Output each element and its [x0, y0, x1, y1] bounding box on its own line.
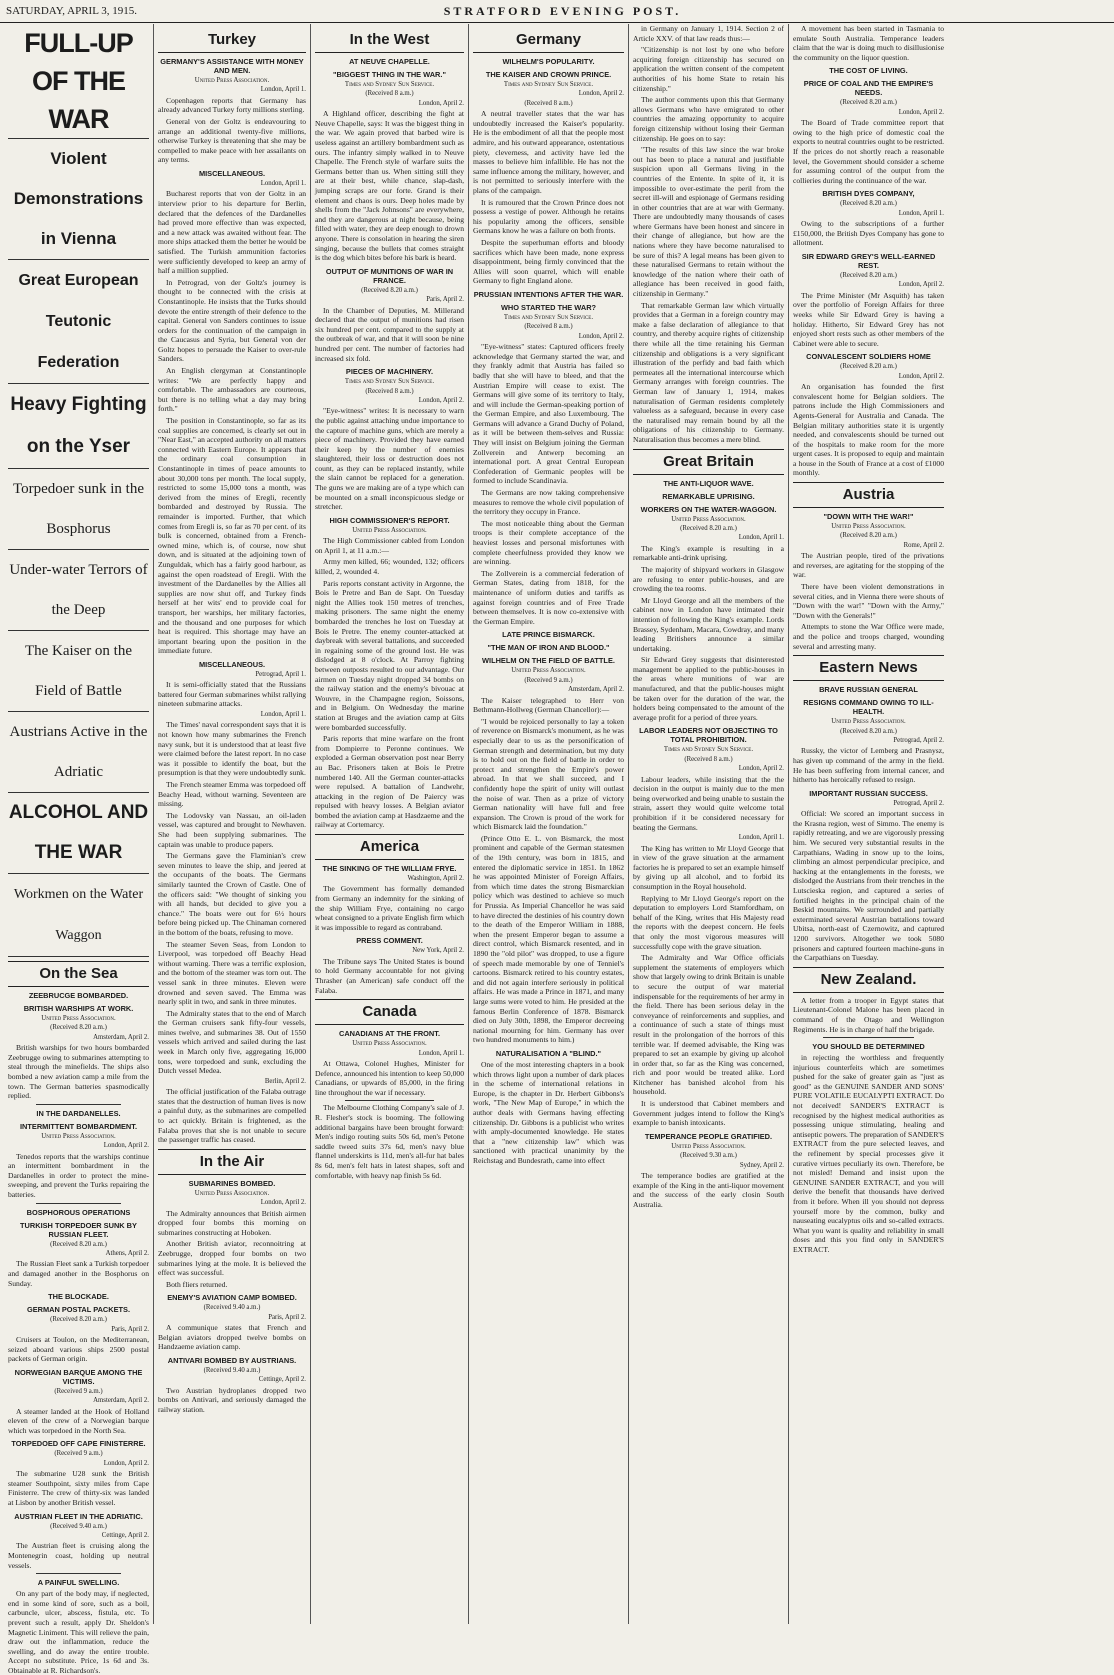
dateline: London, April 2.	[418, 99, 464, 107]
received: (Received 8.20 a.m.)	[361, 286, 418, 294]
section-heading: Austria	[793, 482, 944, 508]
article-subheading: WHO STARTED THE WAR?	[500, 302, 597, 312]
article-text: Army men killed, 66; wounded, 132; officers killed, 2, wounded 4.	[315, 557, 464, 577]
headline: ALCOHOL AND THE WAR	[8, 793, 149, 874]
article-text: That remarkable German law which virtually provides that a German in a foreign country may make a false declaration of allegiance to that country, and thereby acquire rights of citizenship there while all the time retaining his German citizenship and obligations is a very significant illustration of the perfidy and bad faith which permeates all the international intercourse which Germany arranges with foreign countries. The German law of January 1, 1914, makes naturalisation of German residents completely valueless as a safeguard, because in every case the naturalised may remain bound by all the obligations of his citizenship to Germany. Naturalisation thus becomes a mere blind.	[633, 300, 784, 444]
received: (Received 8.20 a.m.)	[840, 271, 897, 279]
received: (Received 8.20 a.m.)	[50, 1316, 107, 1324]
received: (Received 8 a.m.)	[524, 99, 573, 107]
article-text: Despite the superhuman efforts and bloody sacrifices which have been made, none express disappointment, being firmly convinced that the Allies will soon quarrel, which will enable Germany to fight England alone.	[473, 237, 624, 286]
article-subheading: CANADIANS AT THE FRONT.	[339, 1029, 440, 1039]
article-subheading: INTERMITTENT BOMBARDMENT.	[19, 1121, 137, 1131]
agency: Times and Sydney Sun Service.	[344, 378, 435, 386]
article-subheading: LATE PRINCE BISMARCK.	[502, 630, 595, 640]
section-heading: Canada	[315, 999, 464, 1025]
article-text: A Highland officer, describing the fight at Neuve Chapelle, says: It was the biggest thing in the war. We again proved that barbed wire is useless against an artillery bombardment such as ours. The infantry simply walked in to Neuve Chapelle. The French style of warfare suits the Germans better than us. When sitting still they are at their best, while chance, slap-dash, jumping scraps are our forte. Grand is their element and chaos is ours. Deep holes made by shells from the "Jack Johnsons" are everywhere, and they are dangerous at night because, being filled with water, they are deep enough to drown anyone. There is consolation in hearing the siren singing, because the bullets that comes straight is the dog which bites before his bark is heard.	[315, 109, 464, 263]
article-subheading: "DOWN WITH THE WAR!"	[823, 512, 914, 522]
section-heading: On the Sea	[8, 961, 149, 987]
article-text: British warships for two hours bombarded Zeebrugge owing to submarines attempting to steal through the minefields. The ships also bombed a new aviation camp a mile from the town. The German batteries spasmodically replied.	[8, 1043, 149, 1101]
article-text: An English clergyman at Constantinople writes: "We are perfectly happy and comfortable. The ambassadors are courteous, but there is no telling what a day may bring forth."	[158, 366, 306, 414]
section-heading: Germany	[473, 28, 624, 53]
agency: United Press Association.	[352, 1040, 427, 1048]
agency: United Press Association.	[831, 523, 906, 531]
dateline: London, April 1.	[738, 534, 784, 542]
article-subheading: RESIGNS COMMAND OWING TO ILL-HEALTH.	[803, 698, 934, 717]
column-3	[311, 24, 469, 1624]
agency: United Press Association.	[671, 1142, 746, 1150]
article-text: The Admiralty and War Office officials supplement the statements of employers which show that largely owing to drink Britain is unable to secure the output of war material indispensable for the requirements of her army in the field. There has been serious delay in the conveyance of reinforcements and supplies, and a continuance of such a state of things must result in the prolongation of the horrors of this terrible war. If deemed advisable, the King was prepared to set an example by giving up alcohol in order that, so far as the King was concerned, rich and poor would be treated alike. Lord Kitchener has banished alcohol from his household.	[633, 953, 784, 1097]
dateline: London, April 2.	[578, 332, 624, 340]
article-text: It is understood that Cabinet members and Government judges intend to follow the King's example to banish intoxicants.	[633, 1099, 784, 1128]
dateline: Rome, April 2.	[903, 541, 944, 549]
agency: Times and Sydney Sun Service.	[344, 81, 435, 88]
dateline: London, April 2.	[738, 765, 784, 773]
article-text: There have been violent demonstrations in several cities, and in Vienna there were shouts of "Down with the war!" "Down with the Army," "Down with the Generals!"	[793, 582, 944, 620]
dateline: London, April 2.	[260, 1199, 306, 1207]
dateline: Paris, April 2.	[268, 1313, 306, 1321]
article-subheading: TURKISH TORPEDOER SUNK BY RUSSIAN FLEET.	[20, 1220, 137, 1239]
article-text: Replying to Mr Lloyd George's report on the deputation to employers Lord Stamfordham, on behalf of the King, writes that His Majesty read the reports with the deepest concern. He feels that only the most vigorous measures will successfully cope with the grave situation.	[633, 893, 784, 951]
dateline: Paris, April 2.	[111, 1325, 149, 1333]
article-subheading: HIGH COMMISSIONER'S REPORT.	[329, 515, 450, 525]
article-subheading: REMARKABLE UPRISING.	[662, 491, 755, 501]
headline: Violent Demonstrations in Vienna	[8, 139, 149, 260]
article-subheading: LABOR LEADERS NOT OBJECTING TO TOTAL PROHIBITION.	[639, 726, 778, 745]
article-heading: THE BLOCKADE.	[48, 1292, 109, 1302]
agency: Times and Sydney Sun Service.	[503, 81, 594, 88]
article-text: The official justification of the Falaba outrage states that the destruction of human lives is now a painful duty, as the submarines are compelled to act quickly. Britain is frightened, as the Falaba proves that she is not unable to secure the passenger traffic has ceased.	[158, 1087, 306, 1145]
article-text: A steamer landed at the Hook of Holland eleven of the crew of a Norwegian barque which was torpedoed in the North Sea.	[8, 1406, 149, 1435]
article-heading: CONVALESCENT SOLDIERS HOME	[806, 352, 931, 362]
agency: United Press Association.	[41, 1015, 116, 1022]
article-text: At Ottawa, Colonel Hughes, Minister for Defence, announced his intention to keep 50,000 Canadians, or upwards of 85,000, in the firing line throughout the war if necessary.	[315, 1059, 464, 1097]
advert-heading: A PAINFUL SWELLING.	[37, 1578, 120, 1588]
article-subheading: NORWEGIAN BARQUE AMONG THE VICTIMS.	[14, 1367, 143, 1386]
agency: United Press Association.	[352, 526, 427, 534]
article-subheading: SUBMARINES BOMBED.	[188, 1178, 276, 1188]
section-heading: Turkey	[158, 28, 306, 53]
article-text: Cruisers at Toulon, on the Mediterranean, seized aboard various ships 2500 postal packets of German origin.	[8, 1334, 149, 1364]
dateline: London, April 2.	[103, 1459, 149, 1467]
article-text: The King's example is resulting in a remarkable anti-drink uprising.	[633, 543, 784, 563]
article-text: Tenedos reports that the warships continue an intermittent bombardment in the Dardanelles in order to protect the mine-sweeping, and prevent the Turks repairing the batteries.	[8, 1151, 149, 1199]
article-text: Owing to the subscriptions of a further £150,000, the British Dyes Company has gone to allotment.	[793, 219, 944, 248]
columns	[4, 24, 1110, 1675]
received: (Received 8.20 a.m.)	[840, 99, 897, 107]
dateline: Amsterdam, April 2.	[93, 1397, 149, 1405]
received: (Received 8.20 a.m.)	[680, 524, 737, 532]
article-text: The author comments upon this that Germany allows Germans who have emigrated to other countries the amazing opportunity to acquire foreign citizenship without losing their German citizenship. He goes on to say:	[633, 95, 784, 143]
article-text: The Austrian fleet is cruising along the Montenegrin coast, holding up neutral vessels.	[8, 1541, 149, 1570]
headline: The Kaiser on the Field of Battle	[8, 631, 149, 712]
headline: Workmen on the Water Waggon	[8, 874, 149, 957]
article-subheading: MISCELLANEOUS.	[198, 659, 266, 669]
article-text: "I would be rejoiced personally to lay a token of reverence on Bismarck's monument, as he was especially dear to us as the personification of German strength and determination, but my duty is to hold out on the field of battle in order to protect and strengthen the Empire's power abroad. In that we shall succeed, and I confidently hope the spirit of unity will outlast the noise of war. Then as a prize of victory German nationality will have full and free expansion. The Crown is proud of the work for which Bismarck laid the foundation."	[473, 716, 624, 832]
article-subheading: TORPEDOED OFF CAPE FINISTERRE.	[11, 1439, 146, 1449]
article-text: "Eye-witness" states: Captured officers freely acknowledge that Germany started the war, and they frankly admit that Austria has failed so badly that she will have to bleed, and that the Austrian Empire will cease to exist. The Germans will give some of its territory to Italy, and will include the German-speaking portion of the German Empire, and also Luxembourg. The Germans will advance a Grand Duchy of Poland, as it will be between them-selves and Russia: They will insist on Belgium joining the German Zollverein and Antwerp becoming an international port. A great Central European Confederation of Germanic peoples will be formed to include Scandinavia.	[473, 342, 624, 486]
article-text: (Prince Otto E. L. von Bismarck, the most prominent and capable of the German statesmen of the 19th century, was born in 1815, and entered the diplomatic service in 1851. In 1862 he was appointed Minister of Foreign Affairs, from which time dates the strong Bismarckian policy which was destined to achieve so much for Prussia. As Imperial Chancellor he was said to have directed the destinies of his country down to the death of the Emperor William in 1888, when the present Emperor began to assume a direct control, which Bismarck resented, and in 1890 the "old pilot" was dropped, to use a figure of speech made memorable by one of Tenniel's cartoons. Bismarck retired to his country estates, and did not again interfere seriously in political affairs. He was made a Prince in 1871, and many large sums were voted to him. He presided at the famous Berlin Conference of 1878. Bismarck died on July 30th, 1898, the Emperor decreeing national mourning for him. Germany has over two hundred monuments to him.)	[473, 833, 624, 1045]
article-subheading: GERMAN POSTAL PACKETS.	[26, 1305, 131, 1315]
article-text: One of the most interesting chapters in a book which throws light upon a number of dark places in the scheme of international relations in Europe, is the chapter in Dr. Herbert Gibbons's work, "The New Map of Europe," in which the author deals with Germans having effecting citizenship. Dr. Gibbons is a publicist who writes with amply-documented knowledge. He states that a "new citizenship law" which was sanctioned with practical unanimity by the Reichstag and Bundesrath, came into effect	[473, 1059, 624, 1165]
received: (Received 8 a.m.)	[365, 90, 414, 98]
article-text: It is rumoured that the Crown Prince does not possess a vestige of power. Although he retains his popularity among the officers, sensible Germans know he was a failure on both fronts.	[473, 197, 624, 236]
article-subheading: PRUSSIAN INTENTIONS AFTER THE WAR.	[473, 289, 624, 299]
received: (Received 8.20 a.m.)	[840, 363, 897, 371]
received: (Received 8 a.m.)	[365, 387, 414, 395]
article-subheading: ANTIVARI BOMBED BY AUSTRIANS.	[167, 1355, 297, 1365]
dateline: London, April 1.	[418, 1049, 464, 1057]
divider	[36, 1573, 121, 1574]
article-text: A letter from a trooper in Egypt states that Lieutenant-Colonel Malone has been placed in command of the Otago and Wellington Regiments. He is in charge of half the brigade.	[793, 995, 944, 1034]
article-text: General von der Goltz is endeavouring to arrange an additional twenty-five millions, otherwise Turkey is threatening that she may be compelled to make peace with her assailants on any terms.	[158, 117, 306, 165]
received: (Received 8.20 a.m.)	[50, 1024, 107, 1032]
article-heading: WILHELM'S POPULARITY.	[502, 57, 595, 66]
article-subheading: PRICE OF COAL AND THE EMPIRE'S NEEDS.	[803, 79, 934, 98]
received: (Received 8.20 a.m.)	[840, 727, 897, 735]
article-text: A movement has been started in Tasmania to emulate South Australia. Temperance leaders claim that the war is doing much to disillusionise the community on the liquor question.	[793, 24, 944, 62]
article-text: Mr Lloyd George and all the members of the cabinet now in London have intimated their intention of following the King's example. Lords Brassey, Sydenham, Macara, Cowdray, and many leading Britishers announce a similar undertaking.	[633, 595, 784, 653]
agency: Times and Sydney Sun Service.	[503, 313, 594, 321]
headline: Torpedoer sunk in the Bosphorus	[8, 469, 149, 550]
article-text: An organisation has founded the first convalescent home for Belgian soldiers. The patrons include the High Commissioners and Agents-General for Australia and Canada. The Belgian military authorities state it is urgently needed, and convalescents should be turned out of the hospitals to make room for the more urgent cases. It is proposed to equip and maintain a house in the South of France at a cost of £1000 monthly.	[793, 382, 944, 478]
agency: United Press Association.	[194, 77, 270, 84]
article-text: Two Austrian hydroplanes dropped two bombs on Antivari, and seriously damaged the railway station.	[158, 1385, 306, 1414]
article-text: Paris reports constant activity in Argonne, the Bois le Pretre and Ban de Sapt. On Tuesday night the Allies took 150 metres of trenches, making prisoners. The same night the enemy bombarded the trenches he lost on Tuesday at Bois le Pretre. The enemy counter-attacked at daybreak with several battalions, and succeeded in regaining some of the ground lost. He was dislodged at 8 o'clock. At Parroy fighting between outposts resulted to our advantage. Our airmen on Tuesday night dropped 34 bombs on the railway station and the enemy's bivouac at Wouvre, in the Champagne region, Soissons, and in Belgium. On Wednesday the marine station at Bruges and the aviation camp at Gits were bombarded successfully.	[315, 578, 464, 732]
column-4	[469, 24, 629, 1624]
article-text: The Times' naval correspondent says that it is not known how many submarines the French navy sunk, but it is understood that at least five were claimed before the latest report. In no case was it possible to identify the boat, but the presumption is that they were undoubtedly sunk.	[158, 720, 306, 778]
article-subheading: PIECES OF MACHINERY.	[345, 367, 434, 377]
article-text: in Germany on January 1, 1914. Section 2 of Article XXV. of that law reads thus:—	[633, 24, 784, 43]
dateline: Washington, April 2.	[407, 875, 464, 883]
article-subheading: THE SINKING OF THE WILLIAM FRYE.	[322, 864, 457, 874]
article-text: Both fliers returned.	[166, 1279, 228, 1289]
section-heading: In the West	[315, 28, 464, 53]
dateline: Sydney, April 2.	[739, 1161, 784, 1169]
masthead-date: SATURDAY, APRIL 3, 1915.	[6, 5, 138, 17]
dateline: Petrograd, April 1.	[255, 670, 306, 678]
section-heading: In the Air	[158, 1149, 306, 1175]
dateline: Amsterdam, April 2.	[568, 686, 624, 694]
masthead-title: STRATFORD EVENING POST.	[443, 3, 682, 18]
article-heading: THE ANTI-LIQUOR WAVE.	[663, 478, 754, 488]
article-text: Official: We scored an important success in the Krasna region, west of Simmo. The enemy is rapidly retreating, and we are vigorously pressing him. We secured very substantial results in the Carpathians, Wading in snow up to the loins, climbing an almost perpendicular precipice, and hacking at the entanglements in the forests, we dislodged the Austrians from their trenches in the Lutscieska region, and captured a series of fortified heights in the principal chain of the Beskid mountains. We surrounded and partially exterminated several Austrian battalions toward Ubitsa, north-east of Czernowitz, and captured 1200 survivors. Altogether we took 5080 prisoners and captured fourteen machine-guns in the Carpathians on Tuesday.	[793, 809, 944, 963]
received: (Received 9 a.m.)	[54, 1387, 103, 1395]
section-heading: Great Britain	[633, 449, 784, 475]
article-text: The Tribune says The United States is bound to hold Germany accountable for not giving Thrasher (an American) safe conduct off the Falaba.	[315, 956, 464, 995]
dateline: New York, April 2.	[412, 947, 464, 955]
article-text: The French steamer Emma was torpedoed off Beachy Head, without warning. Seventeen are missing.	[158, 780, 306, 809]
article-text: The submarine U28 sunk the British steamer Southpoint, sixty miles from Cape Finisterre. The crew of thirty-six was landed at Lisbon by another British vessel.	[8, 1469, 149, 1507]
article-subheading: WILHELM ON THE FIELD OF BATTLE.	[482, 656, 615, 666]
agency: United Press Association.	[41, 1132, 116, 1140]
article-subheading: OUTPUT OF MUNITIONS OF WAR IN FRANCE.	[325, 266, 454, 285]
article-text: The Germans gave the Flaminian's crew seven minutes to leave the ship, and jeered at the occupants of the boats. The Germans similarly taunted the Crown of Castle. One of the officers said: "We thought of sinking you with all hands, but decided to give you a chance." The boats were out for 6½ hours before being picked up. The Chinaman cornered in the bottom of the boats, refusing to move.	[158, 851, 306, 937]
received: (Received 8 a.m.)	[684, 755, 733, 763]
headline: Heavy Fighting on the Yser	[8, 384, 149, 469]
article-text: The position in Constantinople, so far as its coal supplies are concerned, is clearly set out in "Near East," an accepted authority on all matters connected with Eastern Europe. It appears that the ordinary coal consumption in Constantinople in times of peace amounts to about 30,000 tons per month. The local supply, restricted to some 15,000 tons a month, was derived from the mines of Eregli, recently bombarded and destroyed by Russia. The remainder is imported. Further, that which comes from Eregli is, so far as 70 per cent. of its bulk is concerned, obtained from a French-owned mine, which is, of course, now shut down, and is situated at the adjoining town of Zunguldak, which has a fairly good harbour, as against the open roadstead of Eregli. With the investment of the Dardanelles by the Allies all supplies are now shut off, and Turkey finds herself at her wits' end to provide coal for transport, her warships, her military factories, and the thousand and one purposes for which heat is required. This shortage may have an important bearing upon the position in the immediate future.	[158, 416, 306, 656]
dateline: London, April 1.	[260, 86, 306, 94]
article-text: Sir Edward Grey suggests that disinterested management be applied to the public-houses in the areas where munitions of war are manufactured, and that the public-houses might be taken over for the duration of the war, the holders being compensated to the amount of the average profit for a period of three years.	[633, 655, 784, 722]
article-text: "The results of this law since the war broke out has been to place a natural and justifiable suspicion upon all Germans living in the countries of the Entente. In spite of it, it is impossible to over-estimate the peril from the secret ill-will and espionage of Germans residing in other countries that are at war with Germany. There are undoubtedly many thousands of cases where Germans have been honest and sincere in their change of allegiance, but how are the nations where they have become naturalised to be sure of this? A legal means has been given to these naturalised Germans to retain without the knowledge of the nation where their oath of allegiance has been received in good faith, citizenship in Germany."	[633, 145, 784, 299]
article-text: Labour leaders, while insisting that the the decision in the output is mainly due to the men being overworked and being unable to sustain the strain, assert they would quite welcome total prohibition if it be considered necessary for beating the Germans.	[633, 774, 784, 832]
dateline: Amsterdam, April 2.	[93, 1033, 149, 1041]
dateline: Cettinge, April 2.	[101, 1531, 149, 1539]
dateline: London, April 1.	[260, 711, 306, 719]
article-subheading: PRESS COMMENT.	[356, 936, 423, 946]
dateline: Berlin, April 2.	[264, 1077, 306, 1085]
article-heading: BRITISH DYES COMPANY,	[822, 189, 915, 199]
article-subheading: AUSTRIAN FLEET IN THE ADRIATIC.	[14, 1511, 143, 1521]
dateline: London, April 2.	[898, 281, 944, 289]
divider	[823, 1037, 914, 1038]
advert-heading: YOU SHOULD BE DETERMINED	[812, 1042, 925, 1052]
dateline: Cettinge, April 2.	[258, 1376, 306, 1384]
headline-main: FULL-UP OF THE WAR	[8, 24, 149, 139]
article-text: Attempts to stone the War Office were made, and the police and troops charged, wounding several and arresting many.	[793, 622, 944, 651]
dateline: London, April 1.	[738, 834, 784, 842]
article-subheading: "BIGGEST THING IN THE WAR."	[333, 70, 446, 79]
column-5	[629, 24, 789, 1624]
advert-text: in rejecting the worthless and frequently injurious counterfeits which are sometimes pushed for the sake of greater gain as "just as good" as the GENUINE SANDER AND SONS' PURE VOLATILE EUCALYPTI EXTRACT. Do not deceived! SANDER'S EXTRACT is recognised by the highest medical authorities as possessing unique stimulating, healing and antiseptic powers. The preparation of SANDER'S EXTRACT from the pure selected leaves, and the refinement by special processes give it curative virtues peculiarly its own. Therefore, be not misled! Demand and insist upon the GENUINE SANDER EXTRACT, and you will derive the benefit that thousands have derived from it before. When ill you should not depress yourself more by the common, bulky and nauseating eucalyptus oils and so-called extracts. What you want is quality and reliability in small doses and this you find only in SANDER'S EXTRACT.	[793, 1053, 944, 1254]
article-text: Bucharest reports that von der Goltz in an interview prior to his departure for Berlin, declared that the defences of the Dardanelles had proved more effective than was expected, and a new attack was awaited without fear. The more ships attacked them the better he would be satisfied. The Turkish ammunition factories were sufficiently developed to keep an army of half a million supplied.	[158, 189, 306, 276]
article-text: In the Chamber of Deputies, M. Millerand declared that the output of munitions had risen six hundred per cent. compared to the supply at the outbreak of war, and that it will soon be nine hundred per cent. The number of factories had increased six fold.	[315, 305, 464, 363]
article-heading: SIR EDWARD GREY'S WELL-EARNED REST.	[801, 251, 936, 270]
section-heading: America	[315, 834, 464, 860]
article-text: The Russian Fleet sank a Turkish torpedoer and damaged another in the Bosphorus on Sunday.	[8, 1259, 149, 1288]
column-1	[4, 24, 154, 1675]
article-text: The Lodovsky van Nassau, an oil-laden vessel, was captured and brought to Newhaven. She had been supplying submarines. The captain was unable to produce papers.	[158, 810, 306, 849]
received: (Received 8 a.m.)	[524, 323, 573, 331]
dateline: London, April 2.	[898, 372, 944, 380]
dateline: Athens, April 2.	[105, 1249, 149, 1257]
article-text: The Austrian people, tired of the privations and reverses, are agitating for the stopping of the war.	[793, 551, 944, 580]
article-heading: BRAVE RUSSIAN GENERAL	[819, 685, 918, 695]
article-subheading: GERMANY'S ASSISTANCE WITH MONEY AND MEN.	[160, 57, 304, 75]
article-text: The most noticeable thing about the German troops is their complete acceptance of the heaviest losses and personal misfortunes with complete cheerfulness provided they know we are winning.	[473, 518, 624, 567]
article-subheading: NATURALISATION A "BLIND."	[495, 1048, 602, 1058]
received: (Received 9.40 a.m.)	[203, 1304, 261, 1312]
dateline: London, April 2.	[898, 108, 944, 116]
article-subheading: WORKERS ON THE WATER-WAGGON.	[640, 504, 777, 514]
column-2	[154, 24, 311, 1624]
article-heading: ZEEBRUCGE BOMBARDED.	[28, 991, 129, 1000]
article-text: The Zollverein is a commercial federation of German States, dating from 1818, for the maintenance of uniform duties and tariffs as against foreign countries and of Free Trade between themselves. It is now co-extensive with the German Empire.	[473, 568, 624, 626]
article-text: Russky, the victor of Lemberg and Prasnysz, has given up command of the army in the field. He has been suffering from internal cancer, and hitherto has heroically refused to resign.	[793, 746, 944, 785]
article-heading: BOSPHOROUS OPERATIONS	[26, 1207, 131, 1217]
article-text: The steamer Seven Seas, from London to Liverpool, was torpedoed off Beachy Head without warning. There was a terrific explosion, and the bottom of the steamer was torn out. The vessel sank in three minutes. Eleven were drowned and seven saved. The Emma was nearly split in two, and sank in three minutes.	[158, 939, 306, 1007]
received: (Received 9.30 a.m.)	[680, 1152, 737, 1160]
received: (Received 9 a.m.)	[54, 1450, 103, 1458]
article-text: The Board of Trade committee report that owing to the high price of domestic coal the exports to neutral countries ought to be restricted. If the prices do not shortly reach a reasonable level, the Government should consider a scheme for assuming control of the output from the collieries during the continuance of the war.	[793, 118, 944, 185]
headline: Austrians Active in the Adriatic	[8, 712, 149, 793]
agency: United Press Association.	[194, 1189, 270, 1197]
column-6	[789, 24, 948, 1624]
article-subheading: THE KAISER AND CROWN PRINCE.	[485, 70, 612, 79]
article-text: In Petrograd, von der Goltz's journey is thought to be connected with the crisis at Constantinople. He insists that the Turks should devote the entire strength of their defence to the capital. General von Sanders continues to issue orders for the continuation of the campaign in the Caucasus and Syria, but General von der Goltz hopes to persuade the Kaiser to over-rule Sanders.	[158, 277, 306, 364]
article-subheading: MISCELLANEOUS.	[198, 168, 266, 178]
dateline: Petrograd, April 2.	[893, 799, 944, 807]
article-text: The Government has formally demanded from Germany an indemnity for the sinking of the ship William Frye, containing no cargo wheat consigned to a private English firm which it was impossible to regard as contraband.	[315, 884, 464, 932]
agency: United Press Association.	[671, 515, 746, 523]
article-heading: THE COST OF LIVING.	[829, 66, 908, 76]
agency: Times and Sydney Sun Service.	[663, 746, 754, 754]
article-heading: AT NEUVE CHAPELLE.	[349, 57, 430, 66]
received: (Received 8.20 a.m.)	[840, 200, 897, 208]
dateline: London, April 1.	[898, 209, 944, 217]
article-text: The Admiralty states that to the end of March the German cruisers sank fifty-four vessels, mines twelve, and submarines 38. Out of 1550 vessels which arrived and sailed during the last week in March only five, aggregating 16,000 tons, were torpedoed and sunk, excluding the Dutch vessel Medea.	[158, 1008, 306, 1076]
article-text: Another British aviator, reconnoitring at Zeebrugge, dropped four bombs on two submarines lying at the mole. It is believed the effect was successful.	[158, 1239, 306, 1278]
article-text: A communique states that French and Belgian aviators dropped twelve bombs on Handzaeme aviation camp.	[158, 1323, 306, 1352]
agency: United Press Association.	[831, 718, 906, 726]
article-subheading: "THE MAN OF IRON AND BLOOD."	[487, 643, 610, 653]
article-text: The majority of shipyard workers in Glasgow are refusing to enter public-houses, and are crowding the tea rooms.	[633, 564, 784, 594]
received: (Received 9 a.m.)	[524, 676, 573, 684]
article-text: The Prime Minister (Mr Asquith) has taken over the portfolio of Foreign Affairs for three weeks while Sir Edward Grey is having a holiday. Hitherto, Sir Edward Grey has not enjoyed short rests such as other members of the Cabinet were able to secure.	[793, 290, 944, 348]
dateline: London, April 2.	[418, 396, 464, 404]
dateline: Petrograd, April 2.	[893, 737, 944, 745]
article-text: A neutral traveller states that the war has undoubtedly increased the Kaiser's popularity. He is the embodiment of all that the people most admire, and his outward appearance, ostentatious piety, cleverness, and activity have led the masses to believe him infallible. He has not the same influence among the military, however, and is not permitted to seriously interfere with the plans of the campaign.	[473, 109, 624, 195]
article-text: Copenhagen reports that Germany has already advanced Turkey forty millions sterling.	[158, 95, 306, 115]
article-subheading: TEMPERANCE PEOPLE GRATIFIED.	[644, 1131, 773, 1141]
dateline: London, April 1.	[260, 179, 306, 187]
divider	[36, 1203, 121, 1204]
received: (Received 8.20 a.m.)	[840, 532, 897, 540]
section-heading: Eastern News	[793, 655, 944, 681]
advert-text: The Melbourne Clothing Company's sale of J. R. Flesher's stock is booming. The following additional bargains have been brought forward: Men's indigo routing suits 50s 6d, men's Petone saddle tweed suits 37s 6d, men's navy blue flannel underskirts is 11d, men's all-fur hat bales 8s 6d, men's felt hats in latest shapes, soft and comfortable, with heavy nap finish 5s 6d.	[315, 1103, 464, 1180]
advert-text: On any part of the body may, if neglected, end in some kind of sore, such as a boil, carbuncle, ulcer, abscess, fistula, etc. To prevent such a result, apply Dr. Sheldon's Magnetic Liniment. This will relieve the pain, draw out the inflammation, reduce the swelling, and do away the entire trouble. Accept no substitute. Price, 1s 6d and 3s. Obtainable at R. Richardson's.	[8, 1589, 149, 1675]
article-text: The Admiralty announces that British airmen dropped four bombs this morning on submarines constructing at Hoboken.	[158, 1208, 306, 1237]
headline: Under-water Terrors of the Deep	[8, 550, 149, 631]
dateline: London, April 2.	[103, 1142, 149, 1150]
article-text: The temperance bodies are gratified at the example of the King in the anti-liquor movement and the success of the early closin South Australia.	[633, 1171, 784, 1209]
article-subheading: BRITISH WARSHIPS AT WORK.	[23, 1004, 134, 1013]
article-text: The King has written to Mr Lloyd George that in view of the grave situation at the armament factories he is prepared to set an example himself by giving up all alcohol, and to forbid its consumption in the Royal household.	[633, 843, 784, 891]
article-text: The Kaiser telegraphed to Herr von Bethmann-Hollweg (German Chancellor):—	[473, 695, 624, 715]
article-text: Paris reports that mine warfare on the front from Dompierre to Peronne continues. We exploded a German observation post near Berry au Bac. Prisoners taken at Bois le Pretre numbered 140. All the German counter-attacks were repulsed. A battalion of Landwehr, attacking in the region of De Paiercy was repulsed with heavy losses. A Belgian aviator bombed the aviation camp at Hasdzaeme and the railway at Cortemarcy.	[315, 734, 464, 830]
article-subheading: ENEMY'S AVIATION CAMP BOMBED.	[167, 1293, 297, 1303]
article-text: "Citizenship is not lost by one who before acquiring foreign citizenship has secured on application the written consent of the competent authorities of his home State to retain his citizenship."	[633, 45, 784, 93]
article-text: It is semi-officially stated that the Russians battered four German submarines whilst rallying nineteen submarine attacks.	[158, 680, 306, 709]
divider	[345, 1100, 434, 1101]
received: (Received 9.40 a.m.)	[50, 1522, 107, 1530]
agency: United Press Association.	[511, 667, 586, 675]
article-heading: IN THE DARDANELLES.	[36, 1108, 121, 1118]
received: (Received 9.40 a.m.)	[203, 1366, 261, 1374]
headline: Great European Teutonic Federation	[8, 260, 149, 384]
dateline: Paris, April 2.	[426, 296, 464, 304]
article-heading: IMPORTANT RUSSIAN SUCCESS.	[809, 788, 928, 798]
article-text: The Germans are now taking comprehensive measures to remove the whole civil population of the territory they occupy in France.	[473, 488, 624, 517]
received: (Received 8.20 a.m.)	[50, 1240, 107, 1248]
article-text: "Eye-witness" writes: It is necessary to warn the public against attaching undue importance to the capture of machine guns, which are merely a piece of machinery. Provided they have earned their keep by the number of enemies slaughtered, their loss or destruction does not count, as they can be replaced instantly, while the slain cannot be replaced for a generation. The guns we are making are of a type which can be mounted on a small inconspicuous sledge or stretcher.	[315, 406, 464, 512]
section-heading: New Zealand.	[793, 967, 944, 993]
article-text: The High Commissioner cabled from London on April 1, at 11 a.m.:—	[315, 536, 464, 555]
divider	[36, 1104, 121, 1105]
masthead	[0, 0, 1114, 23]
dateline: London, April 2.	[578, 90, 624, 98]
